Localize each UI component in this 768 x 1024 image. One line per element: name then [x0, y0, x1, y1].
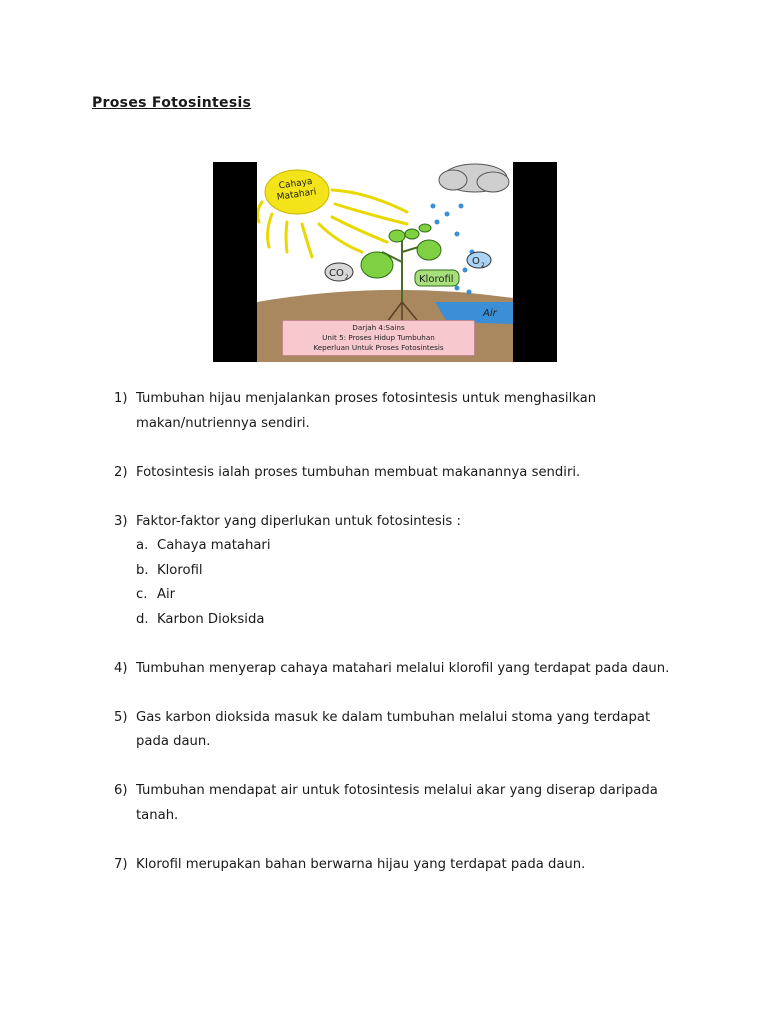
sub-list-item: [136, 534, 674, 559]
klorofil-label: Klorofil: [419, 274, 454, 285]
item-number: 6): [114, 783, 128, 798]
o2-label: O: [472, 256, 480, 267]
item-text: Fotosintesis ialah proses tumbuhan membuat makanannya sendiri.: [136, 464, 581, 480]
sub-item-letter: a.: [136, 538, 149, 553]
item-number: 7): [114, 856, 128, 872]
sub-item-text: Klorofil: [157, 562, 203, 578]
sun-label-line-2: Matahari: [276, 187, 317, 203]
o2-subscript: 2: [481, 262, 485, 269]
sub-list-item: [136, 583, 674, 608]
list-item: [114, 387, 674, 436]
item-number: 4): [114, 660, 128, 676]
sun-label-line-1: Cahaya: [278, 176, 314, 192]
sub-item-text: Karbon Dioksida: [157, 611, 265, 627]
list-item: [114, 657, 674, 682]
item-text: Klorofil merupakan bahan berwarna hijau yang terdapat pada daun.: [136, 856, 586, 872]
caption-line-2: Unit 5: Proses Hidup Tumbuhan: [322, 333, 435, 342]
item-text: Tumbuhan mendapat air untuk fotosintesis melalui akar yang diserap daripada tanah.: [136, 783, 658, 823]
list-item: [114, 461, 674, 486]
illustration-caption: [282, 320, 475, 356]
caption-line-3: Keperluan Untuk Proses Fotosintesis: [313, 343, 444, 352]
page-title: Proses Fotosintesis: [92, 95, 252, 111]
sub-list-item: [136, 559, 674, 584]
sub-item-letter: b.: [136, 562, 149, 578]
list-item: [114, 779, 674, 828]
item-number: 1): [114, 391, 128, 406]
item-text: Gas karbon dioksida masuk ke dalam tumbuhan melalui stoma yang terdapat pada daun.: [136, 709, 651, 749]
list-item: [114, 706, 674, 755]
co2-label: CO: [329, 268, 344, 279]
list-item: [114, 510, 674, 633]
sub-item-text: Air: [157, 587, 176, 602]
sub-item-letter: d.: [136, 611, 149, 627]
list-item: [114, 853, 674, 878]
sub-list-item: [136, 608, 674, 633]
item-text: Tumbuhan menyerap cahaya matahari melalui klorofil yang terdapat pada daun.: [136, 660, 670, 676]
notes-list: [114, 387, 674, 902]
item-number: 3): [114, 513, 128, 529]
photosynthesis-illustration: [213, 162, 557, 362]
sub-item-text: Cahaya matahari: [157, 538, 271, 553]
co2-subscript: 2: [345, 274, 349, 281]
item-number: 5): [114, 709, 128, 725]
sub-item-letter: c.: [136, 587, 148, 602]
caption-line-1: Darjah 4:Sains: [352, 323, 405, 332]
item-number: 2): [114, 464, 128, 480]
item-text: Tumbuhan hijau menjalankan proses fotosintesis untuk menghasilkan makan/nutriennya sendiri.: [136, 391, 597, 431]
item-text: Faktor-faktor yang diperlukan untuk fotosintesis :: [136, 513, 461, 529]
air-label: Air: [483, 308, 497, 319]
factor-sublist: [136, 534, 674, 632]
